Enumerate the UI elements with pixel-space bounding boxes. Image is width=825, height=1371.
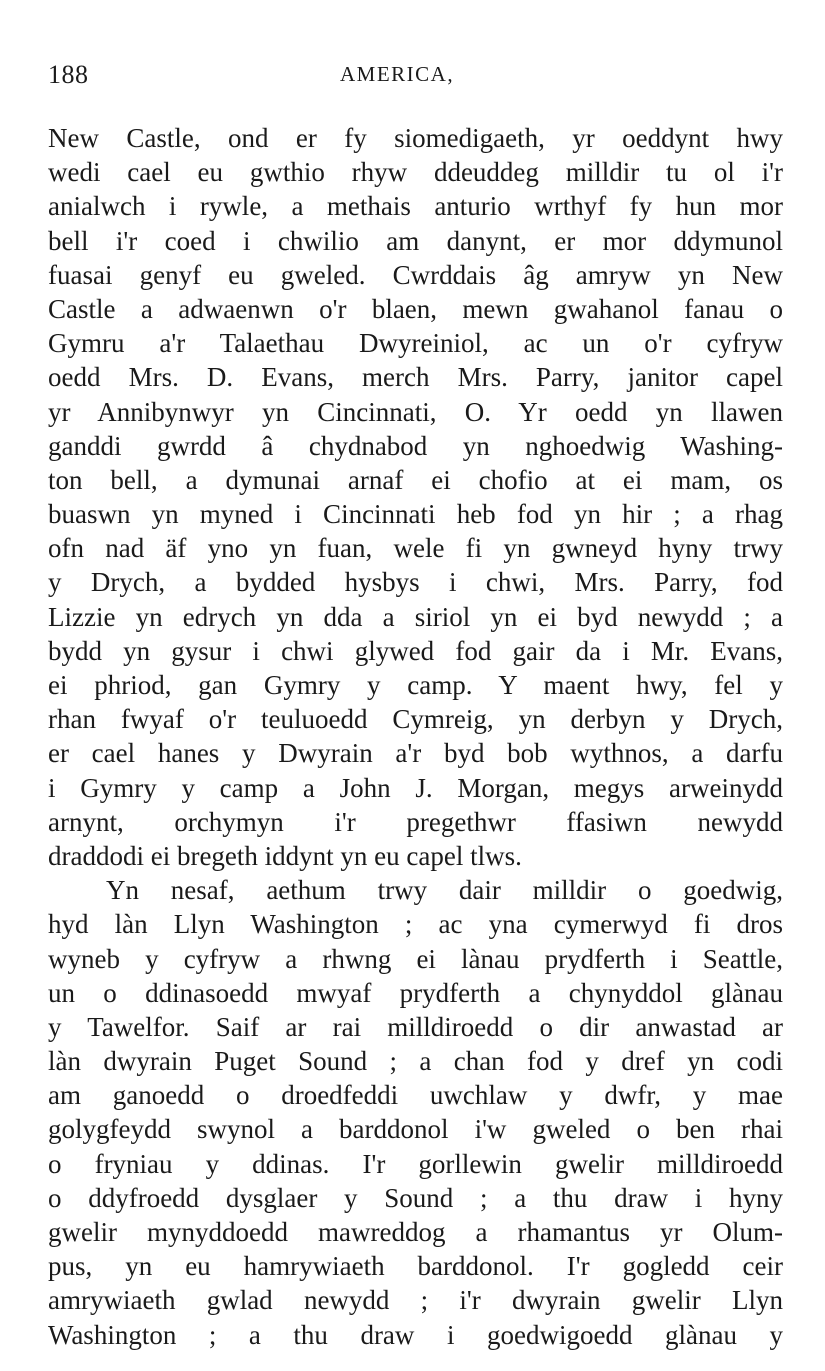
text-line: o ddyfroedd dysglaer y Sound ; a thu draw i hyny [48,1182,783,1213]
text-line: Gymru a'r Talaethau Dwyreiniol, ac un o'r cyfryw [48,328,783,359]
paragraph [48,121,783,873]
text-line: ofn nad äf yno yn fuan, wele fi yn gwneyd hyny trwy [48,533,783,564]
text-line: wedi cael eu gwthio rhyw ddeuddeg milldir tu ol i'r [48,157,783,188]
text-line: draddodi ei bregeth iddynt yn eu capel tlws. [48,840,522,871]
running-title: AMERICA, [340,62,455,86]
text-line: pus, yn eu hamrywiaeth barddonol. I'r gogledd ceir [48,1251,783,1282]
text-line: làn dwyrain Puget Sound ; a chan fod y dref yn codi [48,1046,783,1077]
text-line: o fryniau y ddinas. I'r gorllewin gwelir milldiroedd [48,1148,783,1179]
text-line: Washington ; a thu draw i goedwigoedd glànau y [48,1319,783,1350]
text-line: bydd yn gysur i chwi glywed fod gair da i Mr. Evans, [48,635,783,666]
text-line: er cael hanes y Dwyrain a'r byd bob wythnos, a darfu [48,738,783,769]
text-line: yr Annibynwyr yn Cincinnati, O. Yr oedd yn llawen [48,396,783,427]
text-line: Castle a adwaenwn o'r blaen, mewn gwahanol fanau o [48,293,783,324]
text-line: wyneb y cyfryw a rhwng ei lànau prydferth i Seattle, [48,943,783,974]
text-line: Yn nesaf, aethum trwy dair milldir o goedwig, [106,875,783,906]
text-line: ganddi gwrdd â chydnabod yn nghoedwig Washing- [48,430,783,461]
text-line: Lizzie yn edrych yn dda a siriol yn ei byd newydd ; a [48,601,783,632]
text-line: i Gymry y camp a John J. Morgan, megys arweinydd [48,772,783,803]
body-text [48,121,783,1352]
page-number: 188 [48,60,89,89]
text-line: fuasai genyf eu gweled. Cwrddais âg amryw yn New [48,259,783,290]
text-line: un o ddinasoedd mwyaf prydferth a chynyddol glànau [48,977,783,1008]
text-line: am ganoedd o droedfeddi uwchlaw y dwfr, y mae [48,1080,783,1111]
text-line: amrywiaeth gwlad newydd ; i'r dwyrain gwelir Llyn [48,1285,783,1316]
text-line: ei phriod, gan Gymry y camp. Y maent hwy, fel y [48,670,783,700]
text-line: oedd Mrs. D. Evans, merch Mrs. Parry, janitor capel [48,362,783,393]
text-line: golygfeydd swynol a barddonol i'w gweled o ben rhai [48,1114,783,1145]
text-line: y Drych, a bydded hysbys i chwi, Mrs. Parry, fod [48,567,783,598]
text-line: bell i'r coed i chwilio am danynt, er mor ddymunol [48,225,783,256]
text-line: anialwch i rywle, a methais anturio wrthyf fy hun mor [48,191,783,222]
text-line: buaswn yn myned i Cincinnati heb fod yn hir ; a rhag [48,499,783,530]
text-line: New Castle, ond er fy siomedigaeth, yr oeddynt hwy [48,123,783,153]
book-page [48,60,783,1352]
text-line: rhan fwyaf o'r teuluoedd Cymreig, yn derbyn y Drych, [48,704,783,735]
text-line: y Tawelfor. Saif ar rai milldiroedd o dir anwastad ar [48,1011,783,1042]
text-line: gwelir mynyddoedd mawreddog a rhamantus yr Olum- [48,1217,783,1247]
text-line: hyd làn Llyn Washington ; ac yna cymerwyd fi dros [48,909,783,940]
page-header [48,60,783,100]
text-line: ton bell, a dymunai arnaf ei chofio at ei mam, os [48,464,783,495]
text-line: arnynt, orchymyn i'r pregethwr ffasiwn newydd [48,806,783,837]
paragraph [48,873,783,1352]
